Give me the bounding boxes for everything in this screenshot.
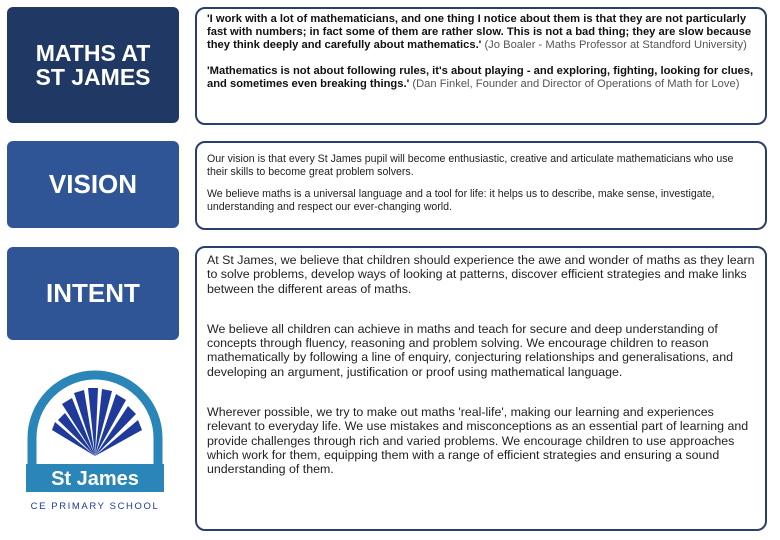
quote: [207, 13, 755, 52]
header-text: VISION: [48, 168, 138, 199]
intent-paragraph: Wherever possible, we try to make out maths 'real-life', making our learning and experiences relevant to everyday life. We use mistakes and misconceptions as an essential part of learning and provide challenges through rich and varied problems. We encourage children to use approaches which work for them, equipping them with a range of efficient strategies and ensuring a sound understanding of them.: [207, 405, 749, 477]
logo-name: St James: [51, 468, 139, 490]
intent-box: [195, 246, 767, 531]
intent-paragraph: At St James, we believe that children should experience the awe and wonder of maths as they learn to solve problems, develop ways of looking at patterns, discover efficient strategies and make links between the different areas of maths.: [207, 253, 755, 296]
intent-paragraph: We believe all children can achieve in maths and teach for secure and deep understanding of concepts through fluency, reasoning and problem solving. We encourage children to reason mathematically by following a line of enquiry, conjecturing relationships and generalisations, and developing an argument, justification or proof using mathematical language.: [207, 321, 733, 379]
vision-paragraph: We believe maths is a universal language and a tool for life: it helps us to describe, make sense, investigate, understanding and respect our ever-changing world.: [207, 188, 715, 213]
vision-box: [195, 141, 767, 230]
header-text: INTENT: [46, 277, 140, 308]
quotes-box: [195, 7, 767, 125]
intent-header: [7, 247, 179, 340]
logo-subtitle: CE PRIMARY SCHOOL: [30, 501, 160, 512]
vision-paragraph: Our vision is that every St James pupil will become enthusiastic, creative and articulate mathematicians who use their skills to become great problem solvers.: [207, 153, 734, 178]
shell-icon: [52, 388, 142, 456]
quote-source: (Dan Finkel, Founder and Director of Operations of Math for Love): [412, 78, 740, 90]
maths-at-st-james-header: [7, 7, 179, 123]
school-logo: [20, 368, 170, 518]
vision-header: [7, 141, 179, 228]
quote-source: (Jo Boaler - Maths Professor at Standford University): [484, 39, 747, 51]
header-text: MATHS AT ST JAMES: [35, 39, 151, 90]
quote: [207, 65, 755, 91]
quote-text: 'Mathematics is not about following rules, it's about playing - and exploring, fighting, looking for clues, and sometimes even breaking things.': [207, 65, 754, 90]
quote-text: 'I work with a lot of mathematicians, and one thing I notice about them is that they are not particularly fast with numbers; in fact some of them are rather slow. This is not a bad thing; they are slow because they think deeply and carefully about mathematics.': [207, 13, 752, 51]
